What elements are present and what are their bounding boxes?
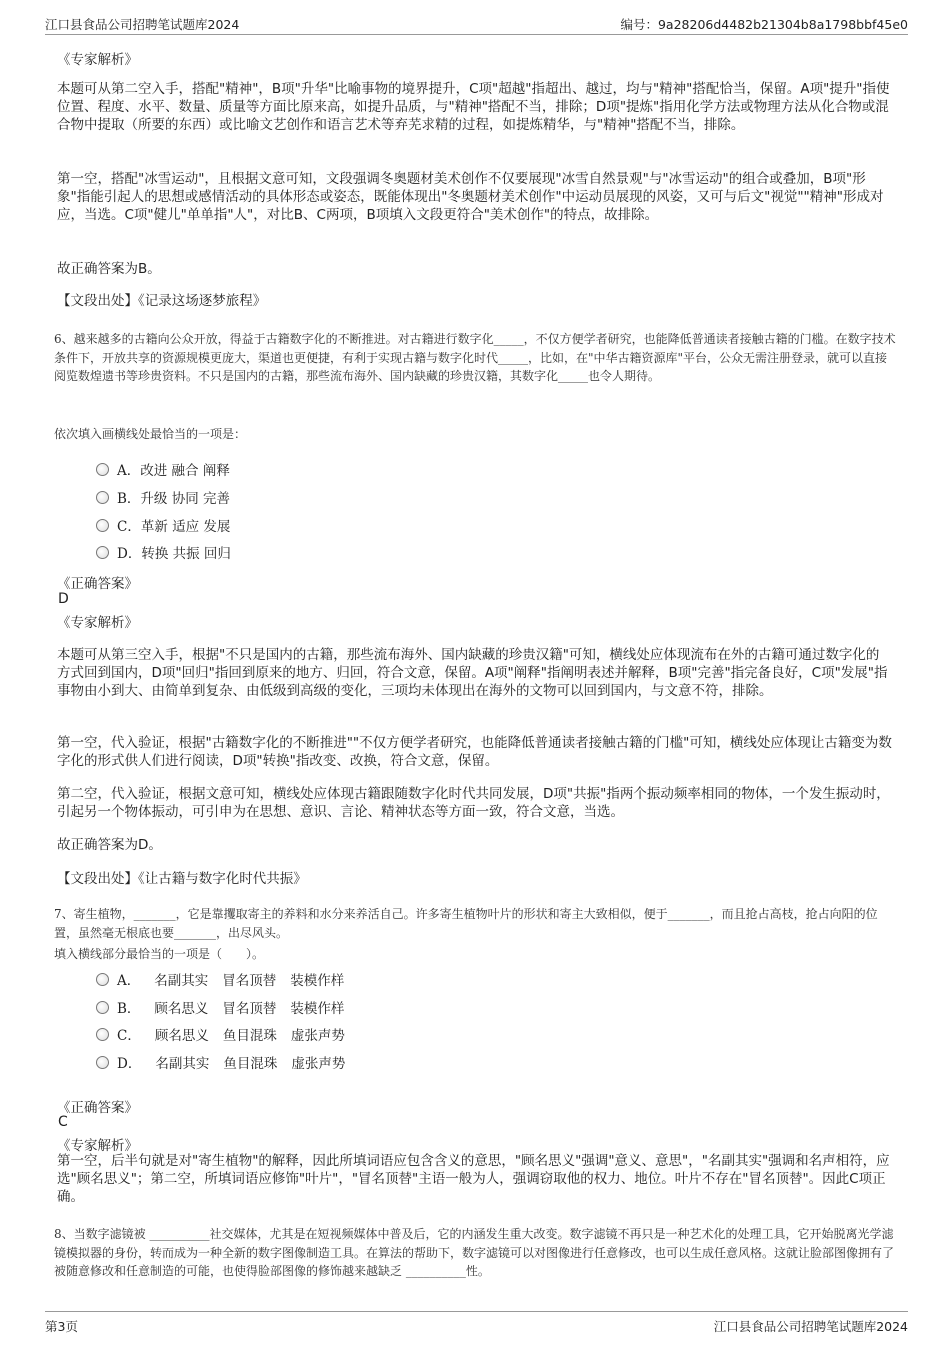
q7-answer-label: 《正确答案》 (57, 1100, 138, 1116)
header-title: 江口县食品公司招聘笔试题库2024 (45, 17, 240, 32)
q7-option-c[interactable]: C． 顾名思义 鱼目混珠 虚张声势 (96, 1024, 345, 1044)
radio-icon[interactable] (96, 463, 109, 476)
q6-conclusion: 故正确答案为D。 (57, 837, 162, 853)
q8-stem: 8、当数字滤镜被 __________社交媒体，尤其是在短视频媒体中普及后，它的内涵发生重大改变。数字滤镜不再只是一种艺术化的处理工具，它开始脱离光学滤镜模拟器的身份，转而成为一种全新的数字图像制造工具。在算法的帮助下，数字滤镜可以对图像进行任意修改，也可以生成任意风格。这就让脸部图像拥有了被随意修改和任意制造的可能，也使得脸部图像的修饰越来越缺乏 __________性。 (54, 1227, 895, 1278)
radio-icon[interactable] (96, 973, 109, 986)
q5-source: 【文段出处】《记录这场逐梦旅程》 (57, 293, 267, 309)
q7-stem: 7、寄生植物，_______，它是靠攫取寄主的养料和水分来养活自己。许多寄生植物叶片的形状和寄主大致相似，便于_______，而且抢占高枝，抢占向阳的位置，虽然毫无根底也要_______，出尽风头。 (54, 907, 878, 940)
q6-source: 【文段出处】《让古籍与数字化时代共振》 (57, 871, 307, 887)
q6-analysis-p3: 第二空，代入验证，根据文意可知，横线处应体现古籍跟随数字化时代共同发展，D项"共振"指两个振动频率相同的物体，一个发生振动时，引起另一个物体振动，可引申为在思想、意识、言论、精神状态等方面一致，符合文意，当选。 (57, 786, 890, 820)
q6-answer-label: 《正确答案》 (57, 576, 138, 592)
radio-icon[interactable] (96, 519, 109, 532)
radio-icon[interactable] (96, 491, 109, 504)
q7-option-b[interactable]: B． 顾名思义 冒名顶替 装模作样 (96, 997, 344, 1017)
q7-prompt: 填入横线部分最恰当的一项是（ ）。 (54, 947, 265, 961)
radio-icon[interactable] (96, 1028, 109, 1041)
q6-analysis-p1: 本题可从第三空入手，根据"不只是国内的古籍，那些流布海外、国内缺藏的珍贵汉籍"可知，横线处应体现流布在外的古籍可通过数字化的方式回到国内，D项"回归"指回到原来的地方、归回，符合文意，保留。A项"阐释"指阐明表述并解释，B项"完善"指完备良好，C项"发展"指事物由小到大、由简单到复杂、由低级到高级的变化，三项均未体现出在海外的文物可以回到国内，与文意不符，排除。 (57, 647, 888, 699)
q6-option-b[interactable]: B．升级 协同 完善 (96, 487, 230, 507)
q6-analysis-label: 《专家解析》 (57, 615, 138, 631)
q6-option-a[interactable]: A．改进 融合 阐释 (96, 459, 230, 479)
q5-analysis-label: 《专家解析》 (57, 52, 138, 68)
q6-prompt: 依次填入画横线处最恰当的一项是： (54, 427, 247, 441)
page-header (45, 12, 908, 35)
radio-icon[interactable] (96, 1001, 109, 1014)
q5-analysis-p2: 第一空，搭配"冰雪运动"，且根据文意可知，文段强调冬奥题材美术创作不仅要展现"冰雪自然景观"与"冰雪运动"的组合或叠加，B项"形象"指能引起人的思想或感情活动的具体形态或姿态，既能体现出"冬奥题材美术创作"中运动员展现的风姿，又可与后文"视觉""精神"形成对应，当选。C项"健儿"单单指"人"，对比B、C两项，B项填入文段更符合"美术创作"的特点，故排除。 (57, 171, 884, 223)
q6-stem: 6、越来越多的古籍向公众开放，得益于古籍数字化的不断推进。对古籍进行数字化_____，不仅方便学者研究，也能降低普通读者接触古籍的门槛。在数字技术条件下，开放共享的资源规模更庞大，渠道也更便捷，有利于实现古籍与数字化时代_____，比如，在"中华古籍资源库"平台，公众无需注册登录，就可以直接阅览数煌遗书等珍贵资料。不只是国内的古籍，那些流布海外、国内缺藏的珍贵汉籍，其数字化_____也令人期待。 (54, 332, 896, 383)
q7-answer: C (58, 1114, 68, 1130)
q6-option-d[interactable]: D．转换 共振 回归 (96, 542, 231, 562)
q7-analysis-p1: 第一空，后半句就是对"寄生植物"的解释，因此所填词语应包含含义的意思，"顾名思义"强调"意义、意思"，"名副其实"强调和名声相符，应选"顾名思义"；第二空，所填词语应修饰"叶片"，"冒名顶替"主语一般为人，强调窃取他的权力、地位。叶片不存在"冒名顶替"。因此C项正确。 (57, 1153, 890, 1205)
header-doc-id: 编号：9a28206d4482b21304b8a1798bbf45e0 (620, 17, 908, 32)
q6-option-c[interactable]: C．革新 适应 发展 (96, 515, 230, 535)
q6-answer: D (58, 591, 69, 607)
q7-option-a[interactable]: A． 名副其实 冒名顶替 装模作样 (96, 969, 344, 989)
footer-title: 江口县食品公司招聘笔试题库2024 (713, 1319, 908, 1334)
page-number: 第3页 (45, 1319, 78, 1334)
q6-analysis-p2: 第一空，代入验证，根据"古籍数字化的不断推进""不仅方便学者研究，也能降低普通读者接触古籍的门槛"可知，横线处应体现让古籍变为数字化的形式供人们进行阅读，D项"转换"指改变、改换，符合文意，保留。 (57, 735, 892, 769)
radio-icon[interactable] (96, 1056, 109, 1069)
page-footer (45, 1311, 908, 1334)
q5-conclusion: 故正确答案为B。 (57, 261, 161, 277)
radio-icon[interactable] (96, 546, 109, 559)
q7-analysis-label: 《专家解析》 (57, 1138, 138, 1154)
q5-analysis-p1: 本题可从第二空入手，搭配"精神"，B项"升华"比喻事物的境界提升，C项"超越"指超出、越过，均与"精神"搭配恰当，保留。A项"提升"指使位置、程度、水平、数量、质量等方面比原来高，如提升品质，与"精神"搭配不当，排除；D项"提炼"指用化学方法或物理方法从化合物或混合物中提取（所要的东西）或比喻文艺创作和语言艺术等弃芜求精的过程，如提炼精华，与"精神"搭配不当，排除。 (57, 81, 890, 133)
q7-option-d[interactable]: D． 名副其实 鱼目混珠 虚张声势 (96, 1052, 345, 1072)
